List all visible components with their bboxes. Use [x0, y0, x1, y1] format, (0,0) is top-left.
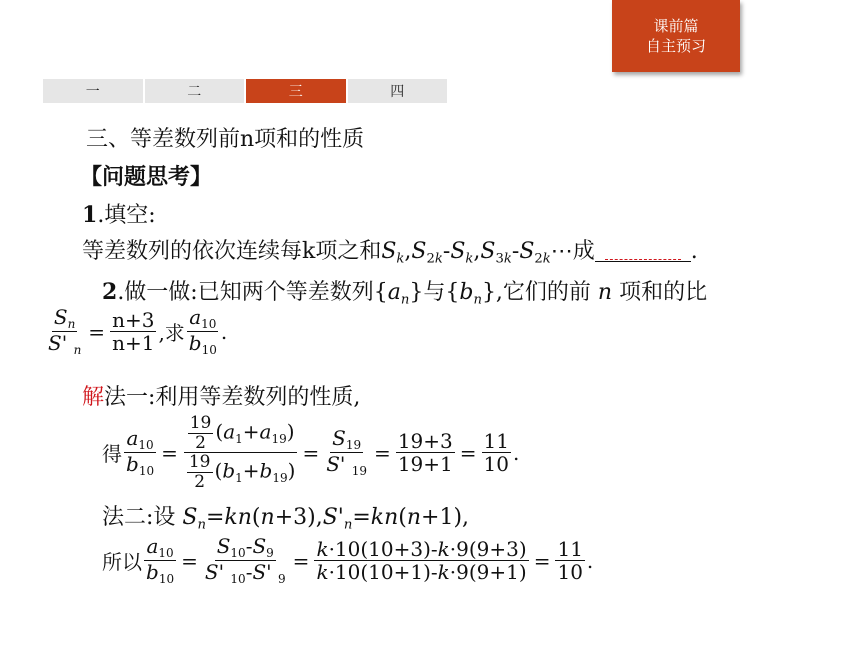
ratio-rhs: $\frac{n+3}{n+1}$: [112, 308, 155, 356]
q1-title: [82, 198, 156, 229]
q1-suffix: 成: [572, 239, 595, 264]
solution-label: 解: [82, 385, 105, 410]
q2-ratio: $\frac{S_n}{S' _n}$ = $\frac{n+3}{n+1}$ ,求 $\frac{a_{10}}{b_{10}}$ .: [48, 305, 228, 358]
tab-3[interactable]: 三: [246, 79, 348, 103]
tab-2[interactable]: 二: [145, 79, 247, 103]
q1-prefix: 等差数列的依次连续每k项之和: [82, 239, 382, 264]
method-2: 法二:设 $S_n=kn(n+3),S'_n=kn(n+1)$,: [102, 505, 470, 533]
section-tabs: [43, 79, 447, 103]
section-heading: 三、等差数列前n项和的性质: [86, 127, 365, 152]
method-2-equation: 所以 $\frac{a_{10}}{b_{10}}$ = $\frac{S_{10}-S_9}{S' _{10}-S' _9}$ = $\frac{k\cdot 10(10+3)-k\cdot 9(9+3)}{k\cdot 10(10+1)-k\cdot 9(9+1)}$ = $\frac{11}{10}$ .: [102, 534, 594, 587]
q2-number: 2: [102, 279, 118, 305]
tab-1[interactable]: 一: [43, 79, 145, 103]
badge-line-2: 自主预习: [645, 37, 706, 55]
ratio-ask: $\frac{a_{10}}{b_{10}}$: [188, 305, 217, 358]
q2-text: 2.做一做:已知两个等差数列$\{a_n\}$与$\{b_n\}$,它们的前 n 项和的比: [102, 279, 708, 308]
q1-text: 等差数列的依次连续每k项之和$S_k,S_{2k}-S_k,S_{3k}-S_{2k}\cdots$成 .: [82, 239, 698, 267]
q1-end: .: [690, 239, 698, 264]
badge-line-1: 课前篇: [653, 17, 699, 35]
section-badge[interactable]: [612, 0, 740, 72]
method-1: [82, 380, 360, 411]
ratio-sn: $\frac{S_n}{S' _n}$: [48, 305, 82, 358]
answer-blank[interactable]: [595, 260, 691, 262]
question-label: 【问题思考】: [80, 164, 213, 190]
method-1-equation: 得 $\frac{a_{10}}{b_{10}}$ = $\frac{19}{2}$ $(a_1+a_{19})$ $\frac{19}{2}$ $(b_1+b_{19})$ = $\frac{S_{19}}{S' _{19}}$ = $\frac{19+3}{19+1}$ = $\frac{11}{10}$ .: [102, 413, 520, 493]
q1-title-text: .填空:: [97, 203, 156, 228]
method-1-text: 法一:利用等差数列的性质,: [104, 385, 361, 410]
tab-4[interactable]: 四: [390, 84, 405, 100]
q1-number: 1: [82, 202, 98, 228]
